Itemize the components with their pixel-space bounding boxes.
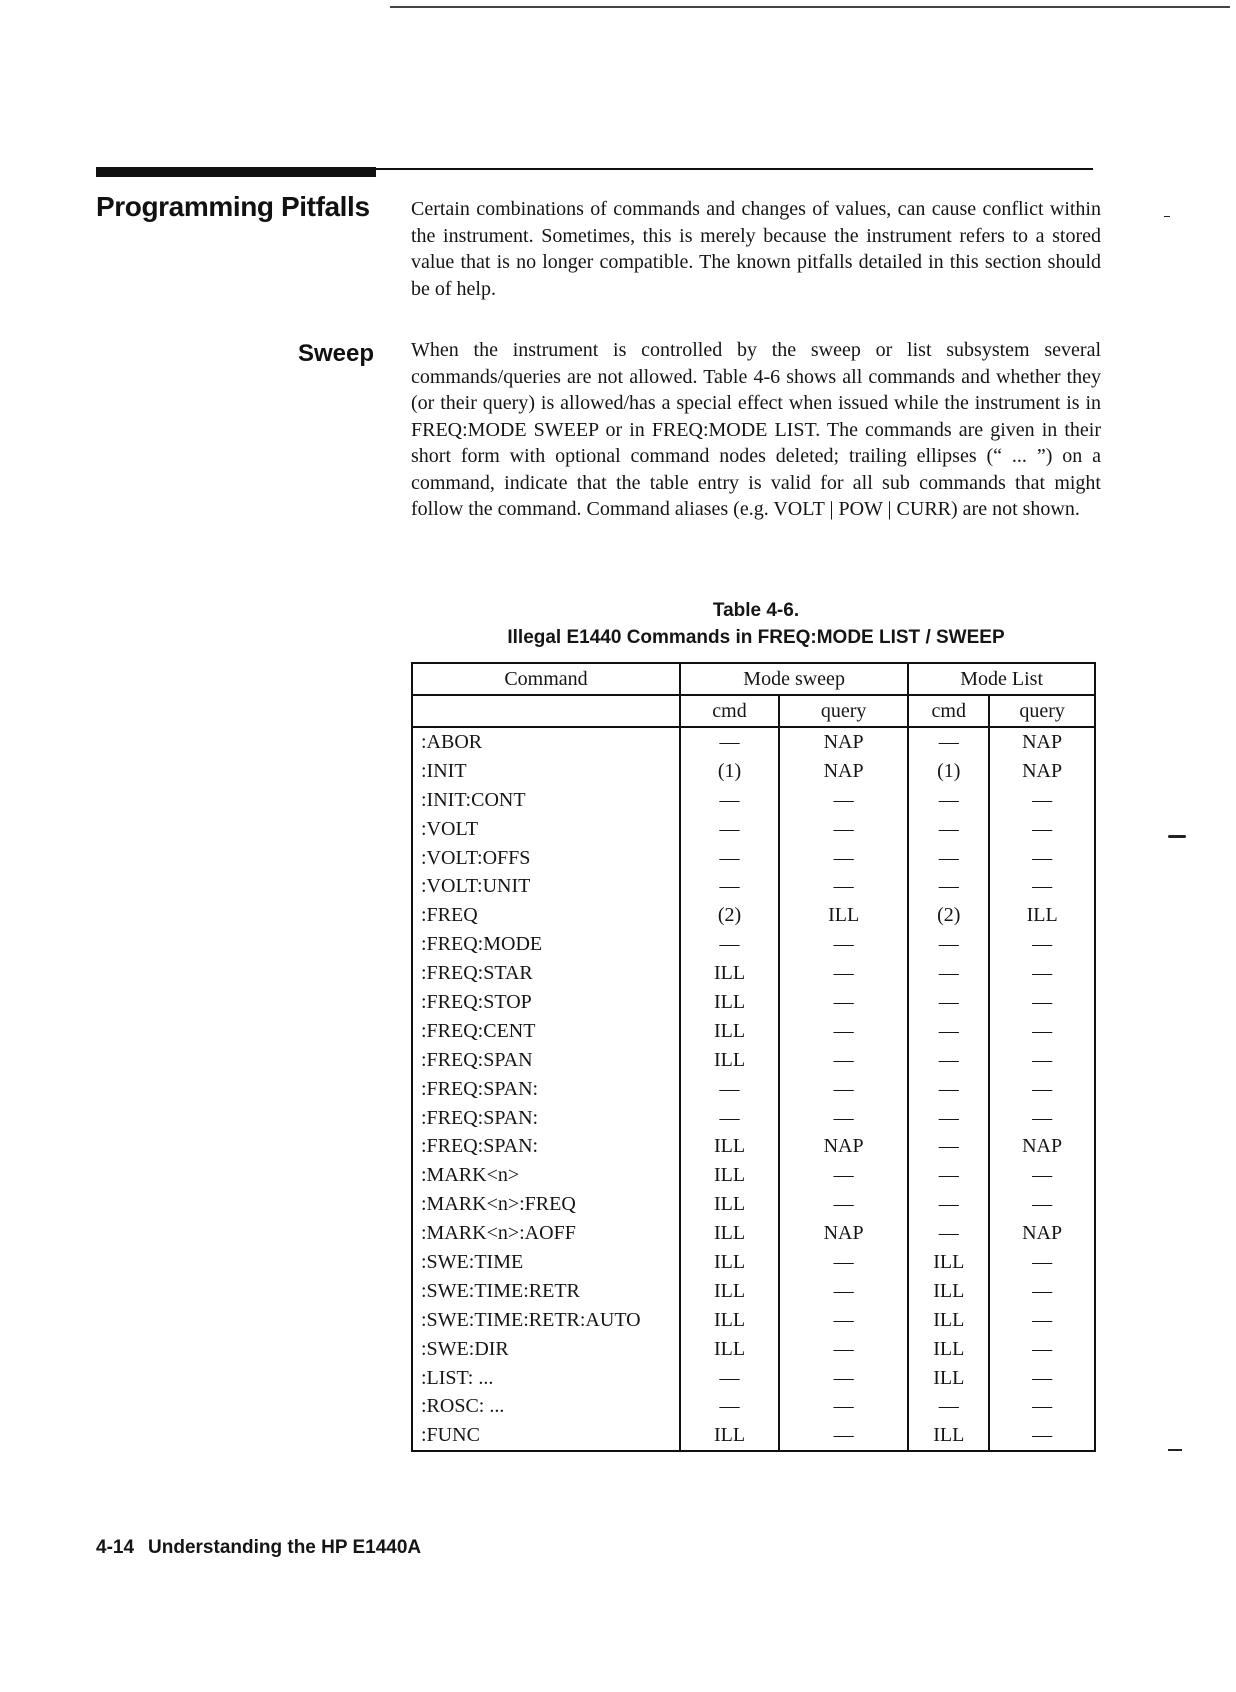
cell-list-query: — (989, 1190, 1095, 1219)
table-row (412, 930, 1095, 959)
cell-list-cmd: — (908, 872, 989, 901)
cell-list-query: — (989, 1306, 1095, 1335)
table-row (412, 757, 1095, 786)
cell-list-query: — (989, 959, 1095, 988)
table-row (412, 1277, 1095, 1306)
cell-sweep-query: — (779, 786, 908, 815)
page-footer (96, 1537, 421, 1559)
cell-list-query: NAP (989, 727, 1095, 757)
cell-sweep-query: — (779, 1421, 908, 1451)
subsection-title: Sweep (297, 340, 374, 367)
cell-list-query: — (989, 872, 1095, 901)
table-row (412, 1306, 1095, 1335)
cell-sweep-query: — (779, 1248, 908, 1277)
cell-list-cmd: (1) (908, 757, 989, 786)
cell-sweep-cmd: — (680, 844, 779, 873)
cell-command: :SWE:TIME:RETR:AUTO (421, 1308, 641, 1331)
book-title: Understanding the HP E1440A (148, 1537, 422, 1558)
cell-sweep-query: — (779, 1046, 908, 1075)
table-body (412, 727, 1095, 1451)
cell-list-query: — (989, 1075, 1095, 1104)
cell-list-query: — (989, 1421, 1095, 1451)
cell-sweep-cmd: ILL (680, 1017, 779, 1046)
cell-command: :FREQ:SPAN: (421, 1106, 539, 1129)
table-row (412, 1421, 1095, 1451)
cell-sweep-cmd: ILL (680, 1219, 779, 1248)
table-row (412, 1219, 1095, 1248)
cell-sweep-cmd: ILL (680, 1190, 779, 1219)
cell-sweep-query: — (779, 1335, 908, 1364)
cell-command: :INIT (421, 759, 467, 782)
table-row (412, 1104, 1095, 1133)
subheader-sweep-cmd: cmd (680, 695, 779, 727)
cell-list-cmd: — (908, 815, 989, 844)
cell-sweep-query: — (779, 1104, 908, 1133)
cell-sweep-query: NAP (779, 727, 908, 757)
cell-sweep-query: — (779, 1392, 908, 1421)
cell-list-query: NAP (989, 1219, 1095, 1248)
cell-sweep-query: — (779, 1075, 908, 1104)
cell-list-cmd: — (908, 1017, 989, 1046)
cell-list-cmd: — (908, 1219, 989, 1248)
cell-command: :FREQ:STAR (421, 962, 533, 985)
cell-list-cmd: ILL (908, 1335, 989, 1364)
cell-command: :VOLT:UNIT (421, 875, 531, 898)
table-row (412, 1248, 1095, 1277)
cell-sweep-query: — (779, 844, 908, 873)
cell-list-cmd: — (908, 1132, 989, 1161)
cell-list-query: — (989, 930, 1095, 959)
cell-list-query: ILL (989, 901, 1095, 930)
cell-list-query: — (989, 1161, 1095, 1190)
table-row (412, 1075, 1095, 1104)
page-number: 4-14 (96, 1537, 135, 1558)
cell-list-query: — (989, 815, 1095, 844)
cell-sweep-query: — (779, 1190, 908, 1219)
margin-mark (1168, 835, 1186, 838)
cell-list-query: — (989, 786, 1095, 815)
cell-sweep-cmd: ILL (680, 959, 779, 988)
cell-list-query: — (989, 1277, 1095, 1306)
cell-list-query: — (989, 1046, 1095, 1075)
commands-table (411, 662, 1096, 1452)
cell-list-cmd: — (908, 1104, 989, 1133)
cell-sweep-query: — (779, 815, 908, 844)
cell-sweep-cmd: — (680, 1075, 779, 1104)
cell-list-cmd: ILL (908, 1248, 989, 1277)
cell-sweep-cmd: — (680, 1392, 779, 1421)
cell-sweep-query: — (779, 1017, 908, 1046)
subheader-list-query: query (989, 695, 1095, 727)
cell-command: :SWE:DIR (421, 1337, 509, 1360)
table-caption-title: Illegal E1440 Commands in FREQ:MODE LIST / SWEEP (507, 627, 1005, 648)
cell-sweep-query: — (779, 1161, 908, 1190)
cell-list-cmd: — (908, 1046, 989, 1075)
cell-command: :VOLT (421, 817, 479, 840)
table-row (412, 727, 1095, 757)
cell-sweep-cmd: ILL (680, 1306, 779, 1335)
cell-command: :FREQ:SPAN: (421, 1135, 539, 1158)
table-row (412, 1161, 1095, 1190)
table-row (412, 901, 1095, 930)
cell-list-cmd: ILL (908, 1421, 989, 1451)
cell-command: :FREQ:MODE (421, 933, 543, 956)
cell-sweep-cmd: (1) (680, 757, 779, 786)
table-row (412, 786, 1095, 815)
table-row (412, 1017, 1095, 1046)
cell-sweep-cmd: — (680, 815, 779, 844)
cell-list-cmd: ILL (908, 1364, 989, 1393)
cell-command: :FREQ:STOP (421, 990, 532, 1013)
cell-sweep-cmd: — (680, 872, 779, 901)
cell-command: :MARK<n>:AOFF (421, 1222, 576, 1245)
cell-command: :FREQ (421, 904, 478, 927)
cell-sweep-cmd: — (680, 727, 779, 757)
cell-list-cmd: — (908, 1161, 989, 1190)
section-title: Programming Pitfalls (96, 191, 370, 222)
cell-sweep-query: — (779, 1306, 908, 1335)
subheader-blank (412, 695, 680, 727)
cell-list-cmd: — (908, 988, 989, 1017)
section-bar (96, 167, 376, 177)
cell-list-query: NAP (989, 1132, 1095, 1161)
cell-sweep-cmd: ILL (680, 988, 779, 1017)
table-row (412, 988, 1095, 1017)
cell-command: :FREQ:CENT (421, 1019, 536, 1042)
cell-sweep-cmd: — (680, 930, 779, 959)
table-header-row (412, 663, 1095, 695)
table-row (412, 844, 1095, 873)
table-row (412, 1132, 1095, 1161)
cell-sweep-cmd: ILL (680, 1421, 779, 1451)
cell-sweep-cmd: — (680, 1104, 779, 1133)
cell-list-query: — (989, 1104, 1095, 1133)
subheader-list-cmd: cmd (908, 695, 989, 727)
cell-list-query: — (989, 1248, 1095, 1277)
cell-list-cmd: ILL (908, 1277, 989, 1306)
table-row (412, 1364, 1095, 1393)
cell-sweep-cmd: ILL (680, 1132, 779, 1161)
cell-command: :INIT:CONT (421, 788, 526, 811)
cell-list-cmd: — (908, 786, 989, 815)
cell-sweep-query: NAP (779, 757, 908, 786)
cell-sweep-cmd: (2) (680, 901, 779, 930)
cell-list-query: — (989, 1335, 1095, 1364)
cell-list-cmd: — (908, 1190, 989, 1219)
table-subheader-row (412, 695, 1095, 727)
cell-list-cmd: (2) (908, 901, 989, 930)
header-mode-sweep: Mode sweep (680, 663, 908, 695)
margin-mark (1164, 216, 1170, 217)
cell-sweep-query: NAP (779, 1219, 908, 1248)
table-row (412, 815, 1095, 844)
cell-sweep-query: — (779, 872, 908, 901)
table-caption-number: Table 4-6. (712, 600, 800, 621)
cell-command: :FREQ:SPAN (421, 1048, 533, 1071)
cell-list-cmd: — (908, 1392, 989, 1421)
cell-command: :FREQ:SPAN: (421, 1077, 539, 1100)
table-row (412, 1190, 1095, 1219)
cell-list-cmd: — (908, 930, 989, 959)
subheader-sweep-query: query (779, 695, 908, 727)
cell-command: :FUNC (421, 1424, 480, 1447)
margin-mark (1168, 1449, 1182, 1451)
cell-command: :MARK<n>:FREQ (421, 1193, 576, 1216)
cell-sweep-cmd: ILL (680, 1277, 779, 1306)
cell-sweep-query: NAP (779, 1132, 908, 1161)
table-row (412, 1392, 1095, 1421)
cell-command: :VOLT:OFFS (421, 846, 531, 869)
cell-command: :LIST: ... (421, 1366, 494, 1389)
sweep-paragraph: When the instrument is controlled by the sweep or list subsystem several commands/queries are not allowed. Table 4-6 shows all commands and whether they (or their query) is allowed/has a special effect when issued while the instrument is in FREQ:MODE SWEEP or in FREQ:MODE LIST. The commands are given in their short form with optional command nodes deleted; trailing ellipses (“ ... ”) on a command, indicate that the table entry is valid for all sub commands that might follow the command. Command aliases (e.g. VOLT | POW | CURR) are not shown. (411, 339, 1101, 520)
header-command: Command (412, 663, 680, 695)
cell-list-cmd: — (908, 844, 989, 873)
cell-sweep-query: — (779, 988, 908, 1017)
top-rule (390, 6, 1230, 8)
cell-sweep-query: — (779, 1364, 908, 1393)
cell-sweep-query: — (779, 930, 908, 959)
cell-list-cmd: ILL (908, 1306, 989, 1335)
cell-command: :MARK<n> (421, 1164, 520, 1187)
cell-sweep-cmd: — (680, 1364, 779, 1393)
table-row (412, 1335, 1095, 1364)
cell-sweep-query: ILL (779, 901, 908, 930)
table-row (412, 872, 1095, 901)
cell-list-query: — (989, 844, 1095, 873)
cell-sweep-query: — (779, 1277, 908, 1306)
cell-list-query: — (989, 988, 1095, 1017)
table-row (412, 1046, 1095, 1075)
cell-command: :ROSC: ... (421, 1395, 505, 1418)
cell-command: :SWE:TIME:RETR (421, 1279, 580, 1302)
cell-sweep-cmd: ILL (680, 1046, 779, 1075)
cell-sweep-cmd: — (680, 786, 779, 815)
cell-list-cmd: — (908, 959, 989, 988)
intro-paragraph: Certain combinations of commands and changes of values, can cause conflict within the instrument. Sometimes, this is merely because the instrument refers to a stored value that is no longer compatible. The known pitfalls detailed in this section should be of help. (411, 198, 1101, 300)
cell-command: :SWE:TIME (421, 1250, 524, 1273)
cell-sweep-cmd: ILL (680, 1161, 779, 1190)
cell-list-cmd: — (908, 727, 989, 757)
cell-list-query: — (989, 1017, 1095, 1046)
header-mode-list: Mode List (908, 663, 1095, 695)
cell-list-query: — (989, 1392, 1095, 1421)
table-row (412, 959, 1095, 988)
cell-list-query: NAP (989, 757, 1095, 786)
cell-sweep-cmd: ILL (680, 1248, 779, 1277)
cell-sweep-query: — (779, 959, 908, 988)
cell-command: :ABOR (421, 730, 483, 753)
cell-sweep-cmd: ILL (680, 1335, 779, 1364)
cell-list-cmd: — (908, 1075, 989, 1104)
cell-list-query: — (989, 1364, 1095, 1393)
